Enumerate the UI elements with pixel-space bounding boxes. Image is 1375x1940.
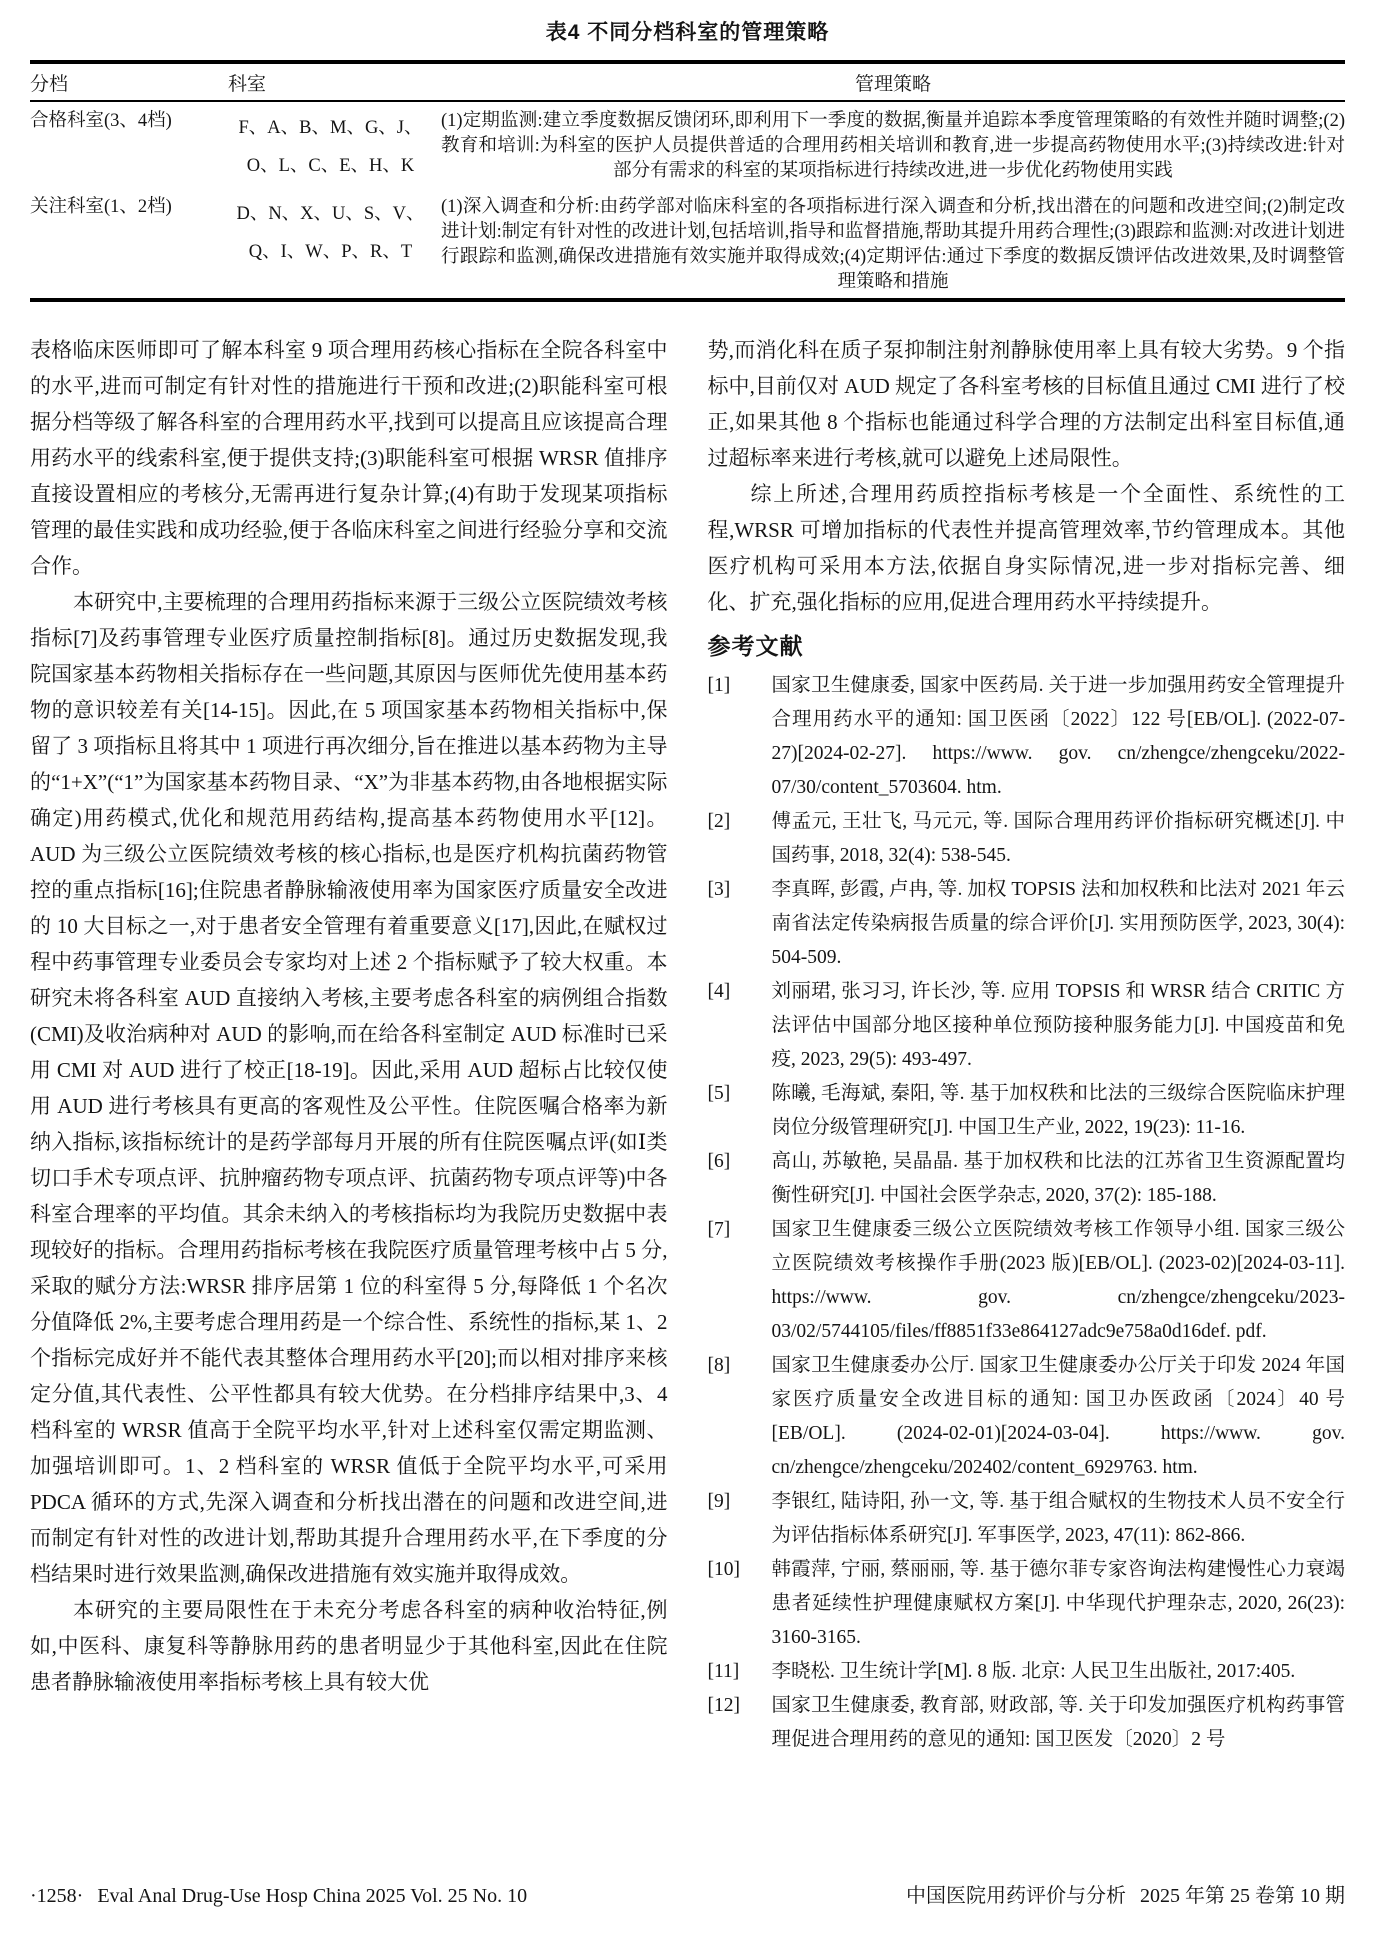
journal-title-en: Eval Anal Drug-Use Hosp China 2025 Vol. 25 No. 10	[97, 1885, 528, 1907]
body-paragraph: 本研究中,主要梳理的合理用药指标来源于三级公立医院绩效考核指标[7]及药事管理专业医疗质量控制指标[8]。通过历史数据发现,我院国家基本药物相关指标存在一些问题,其原因与医师优先使用基本药物的意识较差有关[14-15]。因此,在 5 项国家基本药物相关指标中,保留了 3 项指标且将其中 1 项进行再次细分,旨在推进以基本药物为主导的“1+X”(“1”为国家基本药物目录、“X”为非基本药物,由各地根据实际确定)用药模式,优化和规范用药结构,提高基本药物使用水平[12]。AUD 为三级公立医院绩效考核的核心指标,也是医疗机构抗菌药物管控的重点指标[16];住院患者静脉输液使用率为国家医疗质量安全改进的 10 大目标之一,对于患者安全管理有着重要意义[17],因此,在赋权过程中药事管理专业委员会专家均对上述 2 个指标赋予了较大权重。本研究未将各科室 AUD 直接纳入考核,主要考虑各科室的病例组合指数(CMI)及收治病种对 AUD 的影响,而在给各科室制定 AUD 标准时已采用 CMI 对 AUD 进行了校正[18-19]。因此,采用 AUD 超标占比较仅使用 AUD 进行考核具有更高的客观性及公平性。住院医嘱合格率为新纳入指标,该指标统计的是药学部每月开展的所有住院医嘱点评(如Ⅰ类切口手术专项点评、抗肿瘤药物专项点评、抗菌药物专项点评等)中各科室合理率的平均值。其余未纳入的考核指标均为我院历史数据中表现较好的指标。合理用药指标考核在我院医疗质量管理考核中占 5 分,采取的赋分方法:WRSR 排序居第 1 位的科室得 5 分,每降低 1 个名次分值降低 2%,主要考虑合理用药是一个综合性、系统性的指标,某 1、2 个指标完成好并不能代表其整体合理用药水平[20];而以相对排序来核定分值,其代表性、公平性都具有较大优势。在分档排序结果中,3、4 档科室的 WRSR 值高于全院平均水平,针对上述科室仅需定期监测、加强培训即可。1、2 档科室的 WRSR 值低于全院平均水平,可采用 PDCA 循环的方式,先深入调查和分析找出潜在的问题和改进空间,进而制定有针对性的改进计划,帮助其提升合理用药水平,在下季度的分档结果时进行效果监测,确保改进措施有效实施并取得成效。	[30, 590, 668, 1586]
strategy-table	[30, 60, 1345, 302]
reference-item	[708, 975, 1346, 1077]
body-paragraph: 综上所述,合理用药质控指标考核是一个全面性、系统性的工程,WRSR 可增加指标的代表性并提高管理效率,节约管理成本。其他医疗机构可采用本方法,依据自身实际情况,进一步对指标完善、细化、扩充,强化指标的应用,促进合理用药水平持续提升。	[707, 482, 1345, 614]
reference-item	[708, 1145, 1346, 1213]
body-paragraph: 本研究的主要局限性在于未充分考虑各科室的病种收治特征,例如,中医科、康复科等静脉用药的患者明显少于其他科室,因此在住院患者静脉输液使用率指标考核上具有较大优	[30, 1598, 668, 1694]
reference-item	[708, 1553, 1346, 1655]
reference-text: 韩霞萍, 宁丽, 蔡丽丽, 等. 基于德尔菲专家咨询法构建慢性心力衰竭患者延续性护理健康赋权方案[J]. 中华现代护理杂志, 2020, 26(23): 3160-3165.	[771, 1559, 1345, 1648]
department-line: F、A、B、M、G、J、	[238, 118, 423, 138]
reference-item	[708, 1213, 1346, 1349]
strategy-cell: (1)定期监测:建立季度数据反馈闭环,即利用下一季度的数据,衡量并追踪本季度管理策略的有效性并随时调整;(2)教育和培训:为科室的医护人员提供普适的合理用药相关培训和教育,进一步提高药物使用水平;(3)持续改进:针对部分有需求的科室的某项指标进行持续改进,进一步优化药物使用实践	[441, 111, 1345, 181]
page-footer	[30, 1879, 1345, 1908]
left-column-paragraphs	[30, 332, 668, 1700]
references-heading: 参考文献	[707, 633, 804, 659]
left-column	[30, 332, 668, 1757]
reference-text: 国家卫生健康委办公厅. 国家卫生健康委办公厅关于印发 2024 年国家医疗质量安全改进目标的通知: 国卫办医政函〔2024〕40 号[EB/OL]. (2024-02-01)[2024-03-04]. https://www. gov. cn/zhengce/zhengceku/202402/content_6929763. htm.	[771, 1355, 1345, 1478]
reference-item	[708, 1077, 1346, 1145]
footer-right	[906, 1879, 1345, 1908]
department-line: D、N、X、U、S、V、	[236, 204, 425, 224]
journal-issue-cn: 2025 年第 25 卷第 10 期	[1140, 1885, 1345, 1907]
reference-text: 国家卫生健康委三级公立医院绩效考核工作领导小组. 国家三级公立医院绩效考核操作手册(2023 版)[EB/OL]. (2023-02)[2024-03-11]. https://www. gov. cn/zhengce/zhengceku/2023-03/02/5744105/files/ff8851f33e864127adc9e758a0d16def. pdf.	[771, 1219, 1345, 1342]
reference-text: 国家卫生健康委, 国家中医药局. 关于进一步加强用药安全管理提升合理用药水平的通知: 国卫医函〔2022〕122 号[EB/OL]. (2022-07-27)[2024-02-27]. https://www. gov. cn/zhengce/zhengceku/2022-07/30/content_5703604. htm.	[771, 675, 1345, 798]
reference-number: [3]	[707, 879, 731, 900]
table-row	[30, 188, 1345, 298]
reference-number: [10]	[707, 1559, 740, 1580]
body-paragraph: 势,而消化科在质子泵抑制注射剂静脉使用率上具有较大劣势。9 个指标中,目前仅对 AUD 规定了各科室考核的目标值且通过 CMI 进行了校正,如果其他 8 个指标也能通过科学合理的方法制定出科室目标值,通过超标率来进行考核,就可以避免上述局限性。	[707, 338, 1345, 470]
reference-text: 刘丽珺, 张习习, 许长沙, 等. 应用 TOPSIS 和 WRSR 结合 CRITIC 方法评估中国部分地区接种单位预防接种服务能力[J]. 中国疫苗和免疫, 2023, 29(5): 493-497.	[771, 981, 1345, 1070]
reference-number: [5]	[707, 1083, 731, 1104]
table-header-strategy: 管理策略	[854, 74, 931, 95]
reference-number: [4]	[707, 981, 731, 1002]
reference-number: [6]	[707, 1151, 731, 1172]
table-row	[30, 102, 1345, 188]
table-header-departments: 科室	[228, 74, 267, 95]
page-number: ·1258·	[30, 1885, 84, 1907]
reference-number: [7]	[707, 1219, 731, 1240]
reference-number: [1]	[707, 675, 731, 696]
reference-item	[708, 1655, 1346, 1689]
reference-number: [12]	[707, 1695, 740, 1716]
strategy-cell: (1)深入调查和分析:由药学部对临床科室的各项指标进行深入调查和分析,找出潜在的问题和改进空间;(2)制定改进计划:制定有针对性的改进计划,包括培训,指导和监督措施,帮助其提升用药合理性;(3)跟踪和监测:对改进计划进行跟踪和监测,确保改进措施有效实施并取得成效;(4)定期评估:通过下季度的数据反馈评估改进效果,及时调整管理策略和措施	[441, 197, 1345, 292]
reference-text: 傅孟元, 王壮飞, 马元元, 等. 国际合理用药评价指标研究概述[J]. 中国药事, 2018, 32(4): 538-545.	[771, 811, 1345, 866]
right-column	[708, 332, 1346, 1757]
reference-number: [11]	[707, 1661, 740, 1682]
reference-number: [9]	[707, 1491, 731, 1512]
reference-item	[708, 1689, 1346, 1757]
reference-number: [8]	[707, 1355, 731, 1376]
reference-item	[708, 873, 1346, 975]
table-body	[30, 102, 1345, 298]
tier-cell: 合格科室(3、4档)	[30, 111, 172, 131]
reference-text: 国家卫生健康委, 教育部, 财政部, 等. 关于印发加强医疗机构药事管理促进合理用药的意见的通知: 国卫医发〔2020〕2 号	[771, 1695, 1345, 1750]
journal-title-cn: 中国医院用药评价与分析	[906, 1885, 1126, 1907]
table-header-tier: 分档	[30, 74, 69, 95]
tier-cell: 关注科室(1、2档)	[30, 197, 172, 217]
reference-list	[708, 669, 1346, 1757]
reference-text: 李银红, 陆诗阳, 孙一文, 等. 基于组合赋权的生物技术人员不安全行为评估指标体系研究[J]. 军事医学, 2023, 47(11): 862-866.	[771, 1491, 1345, 1546]
reference-item	[708, 1349, 1346, 1485]
reference-text: 陈曦, 毛海斌, 秦阳, 等. 基于加权秩和比法的三级综合医院临床护理岗位分级管理研究[J]. 中国卫生产业, 2022, 19(23): 11-16.	[771, 1083, 1345, 1138]
footer-left	[30, 1885, 527, 1908]
reference-item	[708, 805, 1346, 873]
right-column-paragraphs	[708, 332, 1346, 620]
reference-text: 李晓松. 卫生统计学[M]. 8 版. 北京: 人民卫生出版社, 2017:405.	[771, 1661, 1296, 1682]
reference-item	[708, 1485, 1346, 1553]
reference-text: 李真晖, 彭霞, 卢冉, 等. 加权 TOPSIS 法和加权秩和比法对 2021 年云南省法定传染病报告质量的综合评价[J]. 实用预防医学, 2023, 30(4): 504-509.	[771, 879, 1345, 968]
departments-cell	[228, 109, 433, 185]
body-paragraph: 表格临床医师即可了解本科室 9 项合理用药核心指标在全院各科室中的水平,进而可制定有针对性的措施进行干预和改进;(2)职能科室可根据分档等级了解各科室的合理用药水平,找到可以提高且应该提高合理用药水平的线索科室,便于提供支持;(3)职能科室可根据 WRSR 值排序直接设置相应的考核分,无需再进行复杂计算;(4)有助于发现某项指标管理的最佳实践和成功经验,便于各临床科室之间进行经验分享和交流合作。	[30, 338, 668, 578]
table-header-row	[30, 64, 1345, 102]
department-line: O、L、C、E、H、K	[246, 156, 415, 176]
body-columns	[30, 332, 1345, 1757]
department-line: Q、I、W、P、R、T	[248, 242, 413, 262]
reference-number: [2]	[707, 811, 731, 832]
departments-cell	[228, 195, 433, 295]
table-title: 表4 不同分档科室的管理策略	[545, 21, 830, 44]
reference-item	[708, 669, 1346, 805]
reference-text: 高山, 苏敏艳, 吴晶晶. 基于加权秩和比法的江苏省卫生资源配置均衡性研究[J]. 中国社会医学杂志, 2020, 37(2): 185-188.	[771, 1151, 1345, 1206]
